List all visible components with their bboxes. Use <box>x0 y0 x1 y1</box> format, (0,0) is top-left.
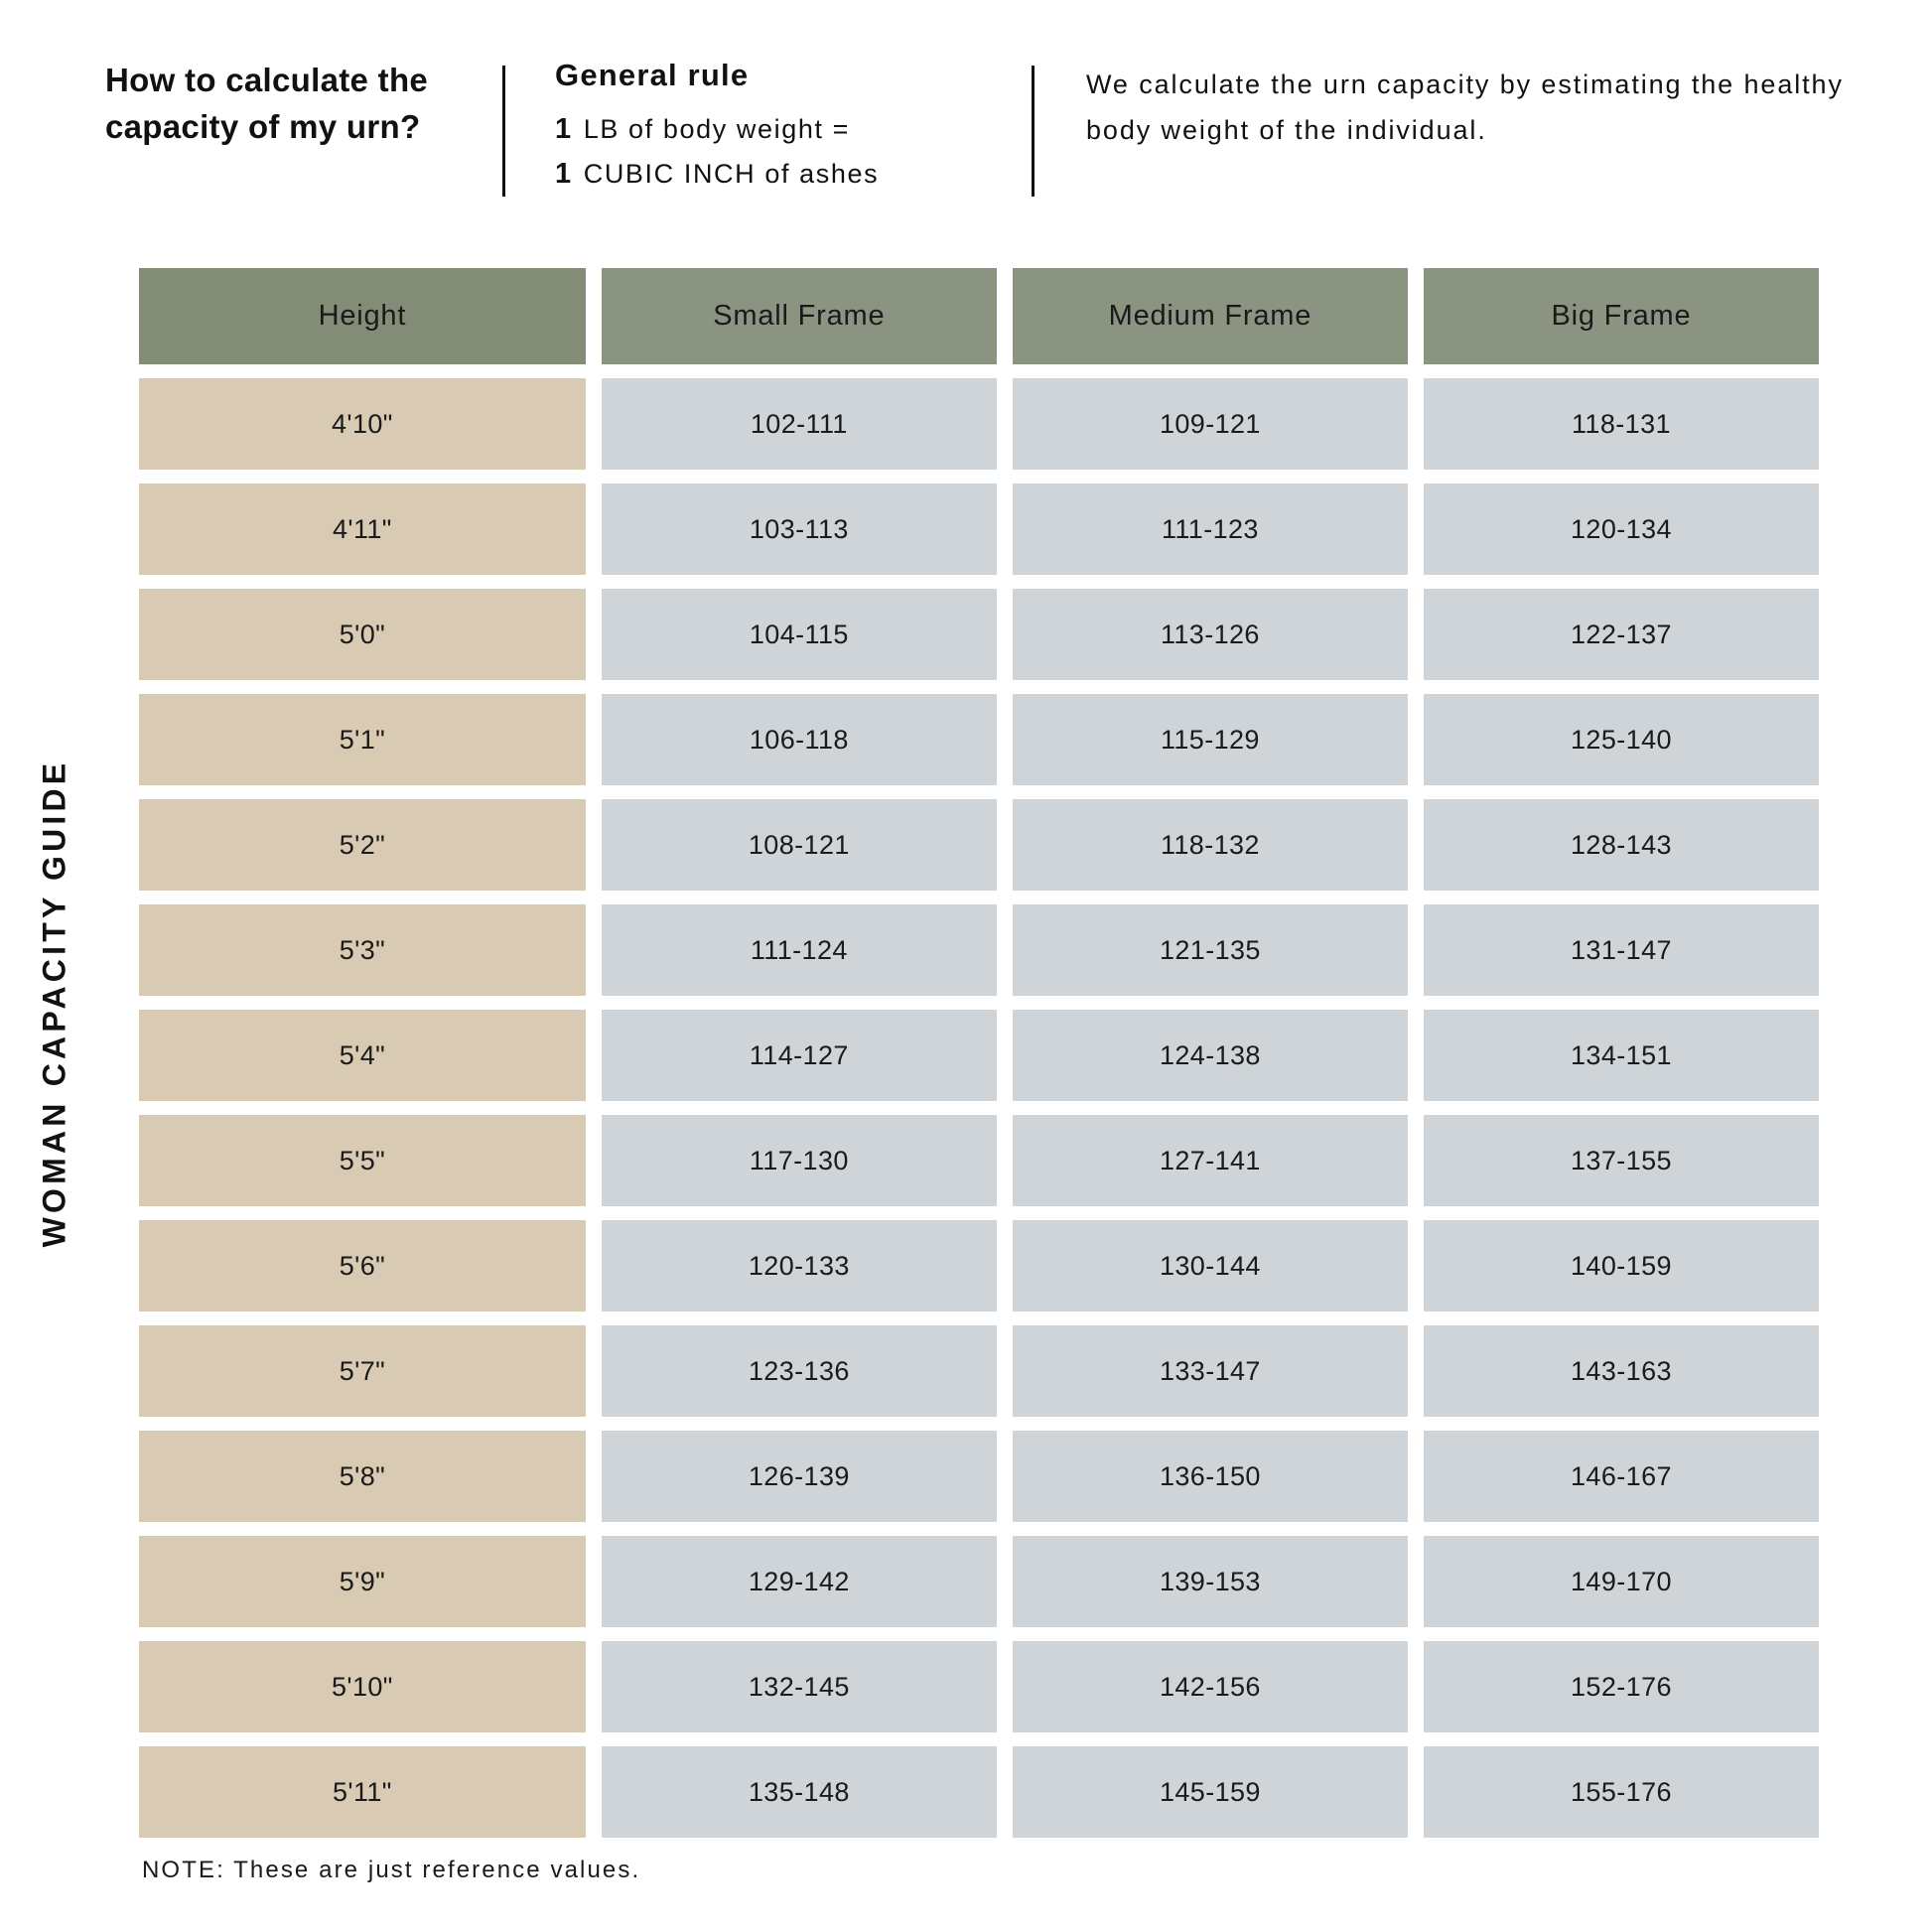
column-header-small-frame: Small Frame <box>602 268 997 364</box>
table-row <box>139 1115 1819 1206</box>
cell-height: 5'0" <box>139 589 586 680</box>
cell-medium-frame: 111-123 <box>1013 483 1408 575</box>
cell-medium-frame: 115-129 <box>1013 694 1408 785</box>
cell-small-frame: 123-136 <box>602 1325 997 1417</box>
page-title: How to calculate the capacity of my urn? <box>105 62 429 145</box>
cell-small-frame: 120-133 <box>602 1220 997 1311</box>
cell-medium-frame: 127-141 <box>1013 1115 1408 1206</box>
general-rule-title: General rule <box>555 58 750 92</box>
cell-big-frame: 125-140 <box>1424 694 1819 785</box>
cell-big-frame: 140-159 <box>1424 1220 1819 1311</box>
cell-height: 5'4" <box>139 1010 586 1101</box>
cell-small-frame: 114-127 <box>602 1010 997 1101</box>
cell-height: 5'3" <box>139 904 586 996</box>
table-row <box>139 378 1819 470</box>
cell-height: 5'5" <box>139 1115 586 1206</box>
cell-height: 4'10" <box>139 378 586 470</box>
cell-medium-frame: 136-150 <box>1013 1431 1408 1522</box>
cell-small-frame: 117-130 <box>602 1115 997 1206</box>
cell-height: 5'7" <box>139 1325 586 1417</box>
general-rule-line-2 <box>555 152 1016 197</box>
table-row <box>139 1641 1819 1732</box>
cell-big-frame: 137-155 <box>1424 1115 1819 1206</box>
table-row <box>139 1746 1819 1838</box>
cell-height: 5'11" <box>139 1746 586 1838</box>
cell-medium-frame: 133-147 <box>1013 1325 1408 1417</box>
table-row <box>139 904 1819 996</box>
cell-big-frame: 146-167 <box>1424 1431 1819 1522</box>
cell-small-frame: 102-111 <box>602 378 997 470</box>
cell-big-frame: 120-134 <box>1424 483 1819 575</box>
cell-height: 4'11" <box>139 483 586 575</box>
cell-small-frame: 111-124 <box>602 904 997 996</box>
cell-medium-frame: 124-138 <box>1013 1010 1408 1101</box>
cell-small-frame: 135-148 <box>602 1746 997 1838</box>
cell-medium-frame: 118-132 <box>1013 799 1408 891</box>
cell-small-frame: 129-142 <box>602 1536 997 1627</box>
capacity-explanation: We calculate the urn capacity by estimating the healthy body weight of the individual. <box>1086 69 1844 146</box>
cell-medium-frame: 130-144 <box>1013 1220 1408 1311</box>
footer-note: NOTE: These are just reference values. <box>142 1857 641 1883</box>
cell-big-frame: 122-137 <box>1424 589 1819 680</box>
cell-medium-frame: 142-156 <box>1013 1641 1408 1732</box>
table-row <box>139 799 1819 891</box>
cell-height: 5'8" <box>139 1431 586 1522</box>
column-header-medium-frame: Medium Frame <box>1013 268 1408 364</box>
table-row <box>139 1536 1819 1627</box>
cell-big-frame: 118-131 <box>1424 378 1819 470</box>
cell-small-frame: 104-115 <box>602 589 997 680</box>
column-header-big-frame: Big Frame <box>1424 268 1819 364</box>
header <box>105 58 1853 197</box>
table-row <box>139 483 1819 575</box>
cell-big-frame: 134-151 <box>1424 1010 1819 1101</box>
table-row <box>139 1431 1819 1522</box>
cell-small-frame: 132-145 <box>602 1641 997 1732</box>
column-header-height: Height <box>139 268 586 364</box>
header-question-column <box>105 58 502 151</box>
table-row <box>139 1220 1819 1311</box>
cell-small-frame: 106-118 <box>602 694 997 785</box>
cell-height: 5'6" <box>139 1220 586 1311</box>
header-note-column <box>1035 58 1853 154</box>
table-row <box>139 1010 1819 1101</box>
weight-table <box>139 268 1819 1852</box>
cell-height: 5'9" <box>139 1536 586 1627</box>
table-row <box>139 589 1819 680</box>
cell-height: 5'10" <box>139 1641 586 1732</box>
cell-big-frame: 128-143 <box>1424 799 1819 891</box>
cell-big-frame: 155-176 <box>1424 1746 1819 1838</box>
cell-medium-frame: 121-135 <box>1013 904 1408 996</box>
cell-small-frame: 103-113 <box>602 483 997 575</box>
cell-small-frame: 108-121 <box>602 799 997 891</box>
vertical-guide-title-text: WOMAN CAPACITY GUIDE <box>36 759 72 1247</box>
cell-medium-frame: 145-159 <box>1013 1746 1408 1838</box>
cell-medium-frame: 109-121 <box>1013 378 1408 470</box>
rule-line-1-number: 1 <box>555 113 573 145</box>
table-row <box>139 1325 1819 1417</box>
cell-medium-frame: 113-126 <box>1013 589 1408 680</box>
table-row <box>139 694 1819 785</box>
rule-line-2-text: CUBIC INCH of ashes <box>583 158 880 189</box>
rule-line-1-text: LB of body weight = <box>583 114 851 144</box>
cell-big-frame: 131-147 <box>1424 904 1819 996</box>
cell-big-frame: 149-170 <box>1424 1536 1819 1627</box>
cell-medium-frame: 139-153 <box>1013 1536 1408 1627</box>
general-rule-line-1 <box>555 107 1016 152</box>
cell-big-frame: 152-176 <box>1424 1641 1819 1732</box>
cell-height: 5'1" <box>139 694 586 785</box>
rule-line-2-number: 1 <box>555 157 573 190</box>
cell-big-frame: 143-163 <box>1424 1325 1819 1417</box>
table-header-row <box>139 268 1819 364</box>
header-rule-column <box>505 58 1032 197</box>
cell-small-frame: 126-139 <box>602 1431 997 1522</box>
vertical-guide-title <box>0 556 109 1449</box>
cell-height: 5'2" <box>139 799 586 891</box>
